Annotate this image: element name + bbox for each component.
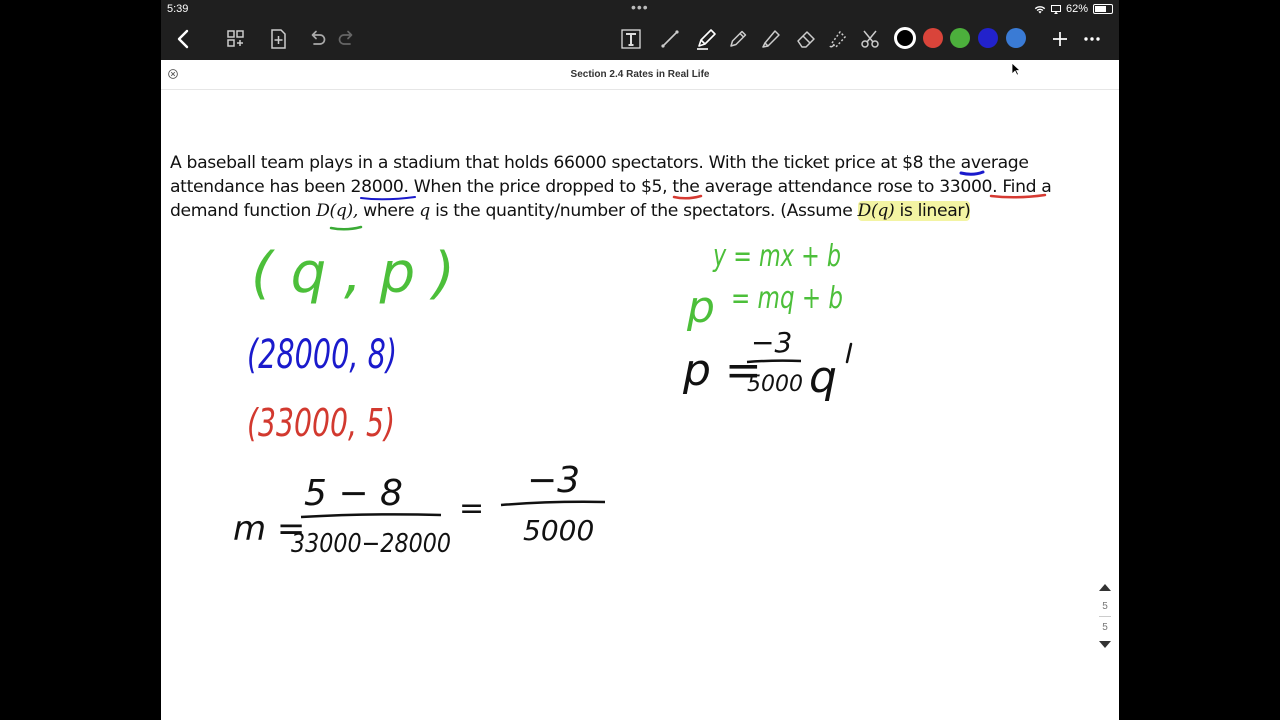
- ink-eq2-rhs: = mq + b: [731, 281, 843, 316]
- handwriting-layer: [161, 0, 1119, 720]
- problem-line-3-d: is linear): [894, 201, 971, 221]
- math-q: q: [419, 201, 430, 221]
- page-up-icon[interactable]: [1098, 582, 1112, 592]
- ink-eq2-lhs: p: [687, 282, 715, 333]
- problem-line-3-a: demand function: [170, 201, 317, 221]
- page-total: 5: [1102, 622, 1108, 633]
- ink-tick-mark: [847, 344, 851, 362]
- ink-slope-res-num: −3: [527, 460, 581, 501]
- math-Dq-2: D(q): [857, 201, 895, 221]
- multitask-dots[interactable]: •••: [631, 0, 649, 15]
- ink-point1: (28000, 8): [247, 332, 397, 378]
- ink-slope-fraction-bar: [301, 514, 441, 517]
- ink-equals: =: [459, 491, 485, 526]
- problem-line-2: attendance has been 28000. When the price dropped to $5, the average attendance rose to 33000. Find a: [170, 177, 1052, 197]
- page-down-icon[interactable]: [1098, 640, 1112, 650]
- ink-slope-num: 5 − 8: [304, 473, 403, 514]
- ink-eq3-var: q: [809, 352, 837, 403]
- problem-text: [170, 151, 1118, 223]
- underline-q-green: [331, 227, 361, 229]
- ink-slope-res-bar: [501, 502, 605, 505]
- mouse-cursor-icon: [1011, 62, 1021, 76]
- ink-point2: (33000, 5): [247, 401, 395, 445]
- problem-line-1: A baseball team plays in a stadium that holds 66000 spectators. With the ticket price at $8 the average: [170, 153, 1029, 173]
- ink-eq3-lhs: p =: [683, 345, 762, 396]
- problem-line-3-b: where: [358, 201, 420, 221]
- ink-slope-res-den: 5000: [523, 514, 595, 547]
- ink-eq3-den: 5000: [747, 372, 803, 397]
- page-divider: [1099, 616, 1111, 617]
- status-time: 5:39: [167, 3, 189, 15]
- notes-app-window: [161, 0, 1119, 720]
- math-Dq: D(q),: [316, 201, 359, 221]
- ink-eq1: y = mx + b: [712, 239, 841, 274]
- battery-percent: 62%: [1065, 3, 1088, 15]
- page-navigator: [1093, 578, 1117, 658]
- page-current: 5: [1102, 601, 1108, 612]
- ink-pair-header: ( q , p ): [251, 241, 455, 306]
- problem-line-3-c: is the quantity/number of the spectators. (Assume: [429, 201, 858, 221]
- ink-slope-den: 33000−28000: [291, 529, 451, 559]
- document-title: Section 2.4 Rates in Real Life: [570, 69, 710, 80]
- problem-line-3: [170, 199, 1118, 223]
- ink-eq3-bar: [747, 361, 801, 362]
- ink-eq3-num: −3: [751, 326, 793, 359]
- ink-slope-lhs: m =: [233, 509, 306, 549]
- highlight-linear: [858, 201, 971, 221]
